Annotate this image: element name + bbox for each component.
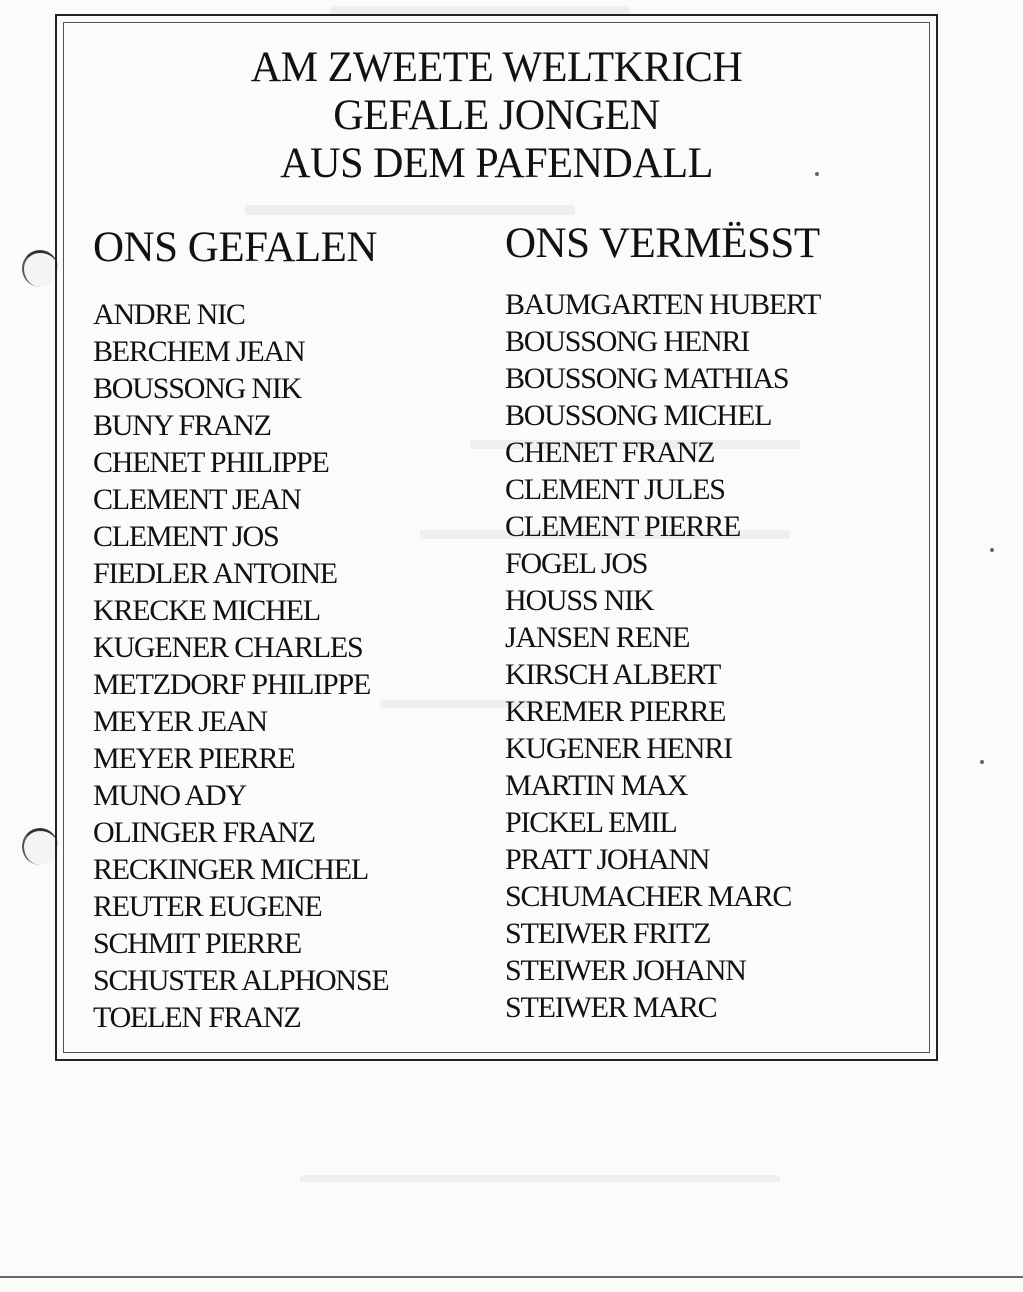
name-entry: CLEMENT JULES xyxy=(505,473,725,506)
name-entry: FOGEL JOS xyxy=(505,547,648,580)
memorial-frame xyxy=(55,14,938,1061)
name-entry: FIEDLER ANTOINE xyxy=(93,557,337,590)
bleed-through-mark xyxy=(300,1175,780,1182)
name-entry: METZDORF PHILIPPE xyxy=(93,668,371,701)
name-entry: MARTIN MAX xyxy=(505,769,688,802)
name-entry: BOUSSONG NIK xyxy=(93,372,302,405)
name-entry: CLEMENT PIERRE xyxy=(505,510,741,543)
punch-hole-bottom xyxy=(22,828,58,865)
name-list xyxy=(93,296,389,1036)
name-entry: CLEMENT JEAN xyxy=(93,483,301,516)
name-entry: CHENET PHILIPPE xyxy=(93,446,329,479)
punch-hole-top xyxy=(22,250,58,287)
column-missing xyxy=(505,220,821,1026)
name-entry: SCHMIT PIERRE xyxy=(93,927,302,960)
bleed-through-mark xyxy=(330,6,630,14)
name-entry: BOUSSONG HENRI xyxy=(505,325,750,358)
name-entry: BOUSSONG MICHEL xyxy=(505,399,772,432)
memorial-title xyxy=(66,44,927,188)
name-entry: CHENET FRANZ xyxy=(505,436,715,469)
name-list xyxy=(505,286,820,1026)
title-line: AUS DEM PAFENDALL xyxy=(280,140,713,187)
name-entry: CLEMENT JOS xyxy=(93,520,279,553)
title-line: AM ZWEETE WELTKRICH xyxy=(250,44,743,91)
name-entry: RECKINGER MICHEL xyxy=(93,853,368,886)
name-entry: STEIWER FRITZ xyxy=(505,917,711,950)
name-entry: HOUSS NIK xyxy=(505,584,654,617)
name-entry: KIRSCH ALBERT xyxy=(505,658,721,691)
column-heading: ONS GEFALEN xyxy=(93,224,377,271)
name-entry: PICKEL EMIL xyxy=(505,806,677,839)
name-entry: MEYER JEAN xyxy=(93,705,267,738)
name-entry: BAUMGARTEN HUBERT xyxy=(505,288,821,321)
name-entry: STEIWER JOHANN xyxy=(505,954,746,987)
column-heading: ONS VERMËSST xyxy=(505,220,820,267)
name-entry: ANDRE NIC xyxy=(93,298,245,331)
name-entry: MEYER PIERRE xyxy=(93,742,295,775)
name-entry: KRECKE MICHEL xyxy=(93,594,320,627)
name-entry: STEIWER MARC xyxy=(505,991,717,1024)
name-entry: BUNY FRANZ xyxy=(93,409,271,442)
column-fallen xyxy=(93,224,389,1036)
name-entry: KREMER PIERRE xyxy=(505,695,726,728)
name-entry: KUGENER CHARLES xyxy=(93,631,363,664)
title-line: GEFALE JONGEN xyxy=(333,92,660,139)
name-entry: REUTER EUGENE xyxy=(93,890,322,923)
name-entry: KUGENER HENRI xyxy=(505,732,732,765)
name-entry: BOUSSONG MATHIAS xyxy=(505,362,789,395)
page-bottom-rule xyxy=(0,1276,1023,1278)
name-entry: PRATT JOHANN xyxy=(505,843,710,876)
scan-speck xyxy=(990,548,994,552)
name-entry: BERCHEM JEAN xyxy=(93,335,305,368)
scan-speck xyxy=(980,760,984,764)
name-entry: TOELEN FRANZ xyxy=(93,1001,301,1034)
name-entry: SCHUMACHER MARC xyxy=(505,880,792,913)
name-entry: SCHUSTER ALPHONSE xyxy=(93,964,389,997)
name-entry: JANSEN RENE xyxy=(505,621,690,654)
name-entry: MUNO ADY xyxy=(93,779,246,812)
name-entry: OLINGER FRANZ xyxy=(93,816,315,849)
